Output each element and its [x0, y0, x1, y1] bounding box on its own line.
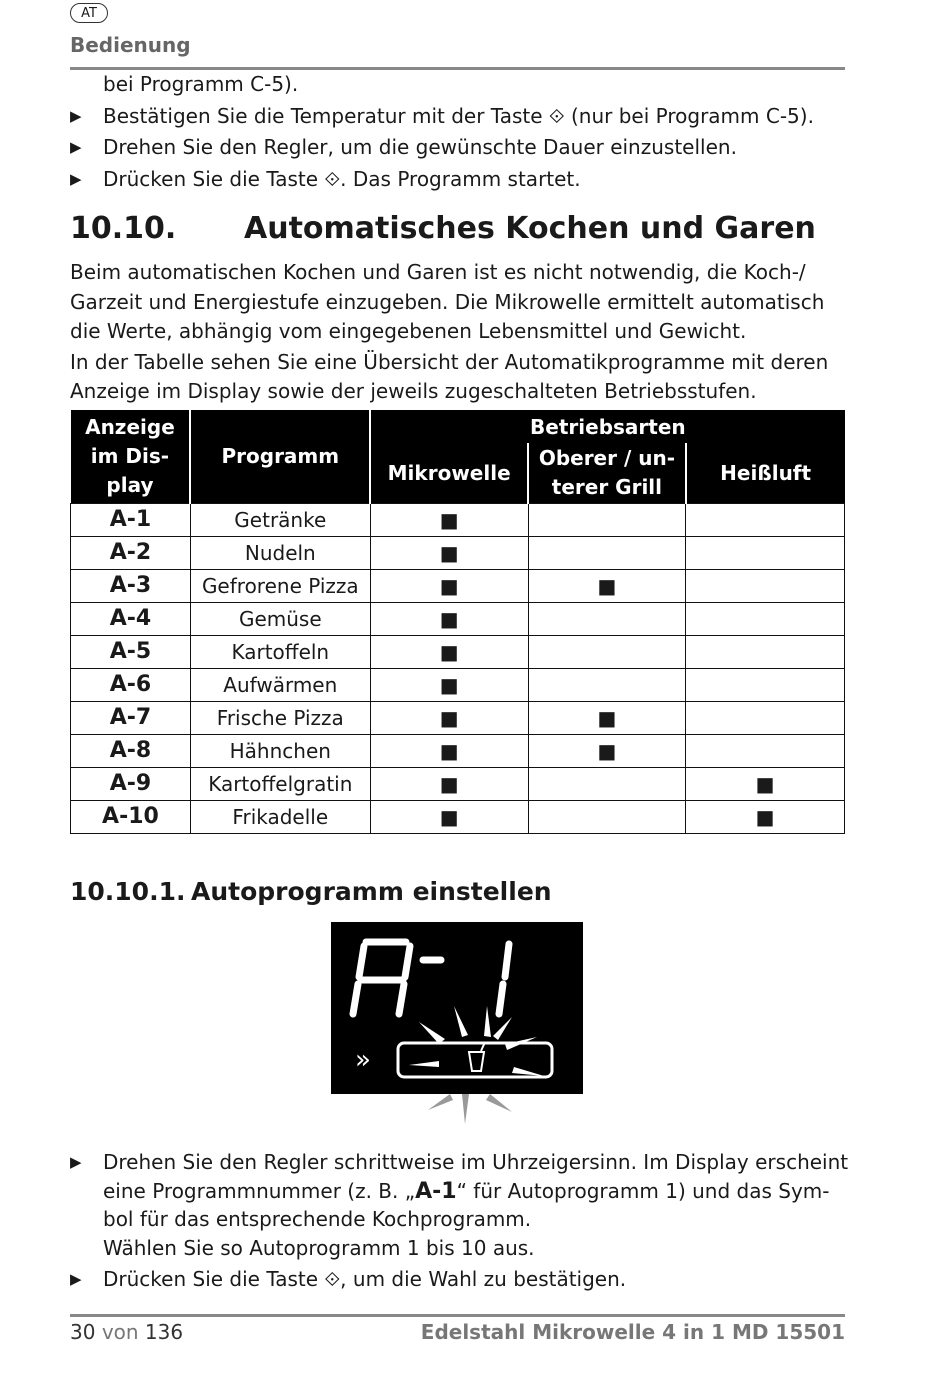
display-readout-icon: [331, 922, 583, 1094]
bullet-arrow-icon: ▶: [70, 138, 82, 156]
mark-grill: [528, 669, 686, 702]
mark-mikrowelle: ■: [370, 735, 528, 768]
step-text: “ für Autoprogramm 1) und das Sym-: [456, 1179, 830, 1203]
section-number: 10.10.: [70, 211, 177, 246]
program-name: Nudeln: [190, 537, 370, 570]
mark-mikrowelle: ■: [370, 504, 528, 537]
header-anzeige: [71, 410, 191, 504]
mark-heissluft: [686, 570, 845, 603]
paragraph-line: Beim automatischen Kochen und Garen ist es nicht notwendig, die Koch-/: [70, 260, 806, 284]
mark-grill: [528, 636, 686, 669]
mark-heissluft: [686, 537, 845, 570]
page-total: 136: [144, 1320, 184, 1344]
intro-continuation: bei Programm C-5).: [103, 72, 299, 96]
mark-grill: [528, 603, 686, 636]
mark-mikrowelle: ■: [370, 537, 528, 570]
mark-mikrowelle: ■: [370, 702, 528, 735]
auto-program-table: [70, 410, 845, 834]
program-code: A-10: [71, 801, 191, 834]
program-code: A-6: [71, 669, 191, 702]
product-name: Edelstahl Mikrowelle 4 in 1 MD 15501: [420, 1320, 845, 1344]
program-code: A-4: [71, 603, 191, 636]
blink-rays-icon: [420, 1090, 530, 1126]
table-row: [71, 570, 845, 603]
step-line: Wählen Sie so Autoprogramm 1 bis 10 aus.: [103, 1236, 535, 1260]
program-name: Kartoffelgratin: [190, 768, 370, 801]
program-code-inline: A-1: [415, 1179, 457, 1204]
country-badge: AT: [70, 3, 108, 23]
program-code: A-3: [71, 570, 191, 603]
table-row: [71, 735, 845, 768]
mark-mikrowelle: ■: [370, 636, 528, 669]
paragraph-line: die Werte, abhängig vom eingegebenen Lebensmittel und Gewicht.: [70, 319, 747, 343]
mark-grill: [528, 504, 686, 537]
mark-mikrowelle: ■: [370, 570, 528, 603]
mark-heissluft: [686, 669, 845, 702]
mark-mikrowelle: ■: [370, 768, 528, 801]
program-code: A-5: [71, 636, 191, 669]
header-betriebsarten: Betriebsarten: [370, 410, 844, 443]
step-line: Drehen Sie den Regler schrittweise im Uhrzeigersinn. Im Display erscheint: [103, 1150, 849, 1174]
header-grill-line: terer Grill: [551, 475, 663, 500]
program-name: Kartoffeln: [190, 636, 370, 669]
mark-mikrowelle: ■: [370, 801, 528, 834]
mark-heissluft: [686, 636, 845, 669]
table-row: [71, 603, 845, 636]
mark-grill: ■: [528, 735, 686, 768]
bullet-arrow-icon: ▶: [70, 170, 82, 188]
mark-grill: ■: [528, 570, 686, 603]
paragraph-line: In der Tabelle sehen Sie eine Übersicht der Automatikprogramme mit deren: [70, 350, 829, 374]
program-code: A-8: [71, 735, 191, 768]
section-label: Bedienung: [70, 33, 191, 57]
table-row: [71, 669, 845, 702]
table-row: [71, 702, 845, 735]
mark-grill: ■: [528, 702, 686, 735]
step-text: eine Programmnummer (z. B. „: [103, 1179, 416, 1203]
header-anzeige-line: Anzeige: [85, 415, 175, 439]
step-line: [103, 1179, 829, 1204]
table-row: [71, 504, 845, 537]
program-code: A-9: [71, 768, 191, 801]
mark-grill: [528, 801, 686, 834]
table-row: [71, 537, 845, 570]
mark-heissluft: ■: [686, 768, 845, 801]
header-grill-line: Oberer / un-: [538, 446, 675, 471]
program-name: Frische Pizza: [190, 702, 370, 735]
mark-grill: [528, 768, 686, 801]
program-name: Gemüse: [190, 603, 370, 636]
mark-heissluft: [686, 603, 845, 636]
program-name: Frikadelle: [190, 801, 370, 834]
paragraph-line: Garzeit und Energiestufe einzugeben. Die Mikrowelle ermittelt automatisch: [70, 290, 825, 314]
bullet-arrow-icon: ▶: [70, 107, 82, 125]
bullet-arrow-icon: ▶: [70, 1153, 82, 1171]
page-of: von: [101, 1320, 139, 1344]
header-anzeige-line: im Dis-: [90, 444, 170, 468]
footer-rule: [70, 1314, 845, 1317]
mark-mikrowelle: ■: [370, 603, 528, 636]
program-name: Gefrorene Pizza: [190, 570, 370, 603]
mark-heissluft: [686, 504, 845, 537]
intro-step: Drehen Sie den Regler, um die gewünschte Dauer einzustellen.: [103, 135, 737, 159]
mark-mikrowelle: ■: [370, 669, 528, 702]
header-grill: [528, 443, 686, 503]
intro-step: Bestätigen Sie die Temperatur mit der Taste ⟐ (nur bei Programm C-5).: [103, 104, 814, 128]
header-rule: [70, 67, 845, 70]
program-name: Hähnchen: [190, 735, 370, 768]
header-programm: Programm: [190, 410, 370, 504]
page-number: [70, 1319, 183, 1345]
program-name: Aufwärmen: [190, 669, 370, 702]
program-code: A-1: [71, 504, 191, 537]
intro-step: Drücken Sie die Taste ⟐. Das Programm startet.: [103, 167, 581, 191]
header-anzeige-line: play: [106, 473, 154, 497]
table-row: [71, 768, 845, 801]
step-line: bol für das entsprechende Kochprogramm.: [103, 1207, 532, 1231]
program-code: A-7: [71, 702, 191, 735]
subsection-number: 10.10.1.: [70, 877, 186, 906]
program-code: A-2: [71, 537, 191, 570]
table-row: [71, 636, 845, 669]
display-illustration: [331, 922, 583, 1094]
step-line: Drücken Sie die Taste ⟐, um die Wahl zu bestätigen.: [103, 1267, 627, 1291]
mark-heissluft: [686, 702, 845, 735]
table-row: [71, 801, 845, 834]
mark-heissluft: [686, 735, 845, 768]
subsection-title: Autoprogramm einstellen: [191, 877, 552, 906]
section-title: Automatisches Kochen und Garen: [244, 211, 816, 246]
svg-text:»: »: [355, 1045, 371, 1075]
program-name: Getränke: [190, 504, 370, 537]
paragraph-line: Anzeige im Display sowie der jeweils zugeschalteten Betriebsstufen.: [70, 379, 757, 403]
mark-grill: [528, 537, 686, 570]
bullet-arrow-icon: ▶: [70, 1270, 82, 1288]
header-heissluft: Heißluft: [686, 443, 845, 503]
page-current: 30: [70, 1320, 96, 1344]
mark-heissluft: ■: [686, 801, 845, 834]
header-mikrowelle: Mikrowelle: [370, 443, 528, 503]
